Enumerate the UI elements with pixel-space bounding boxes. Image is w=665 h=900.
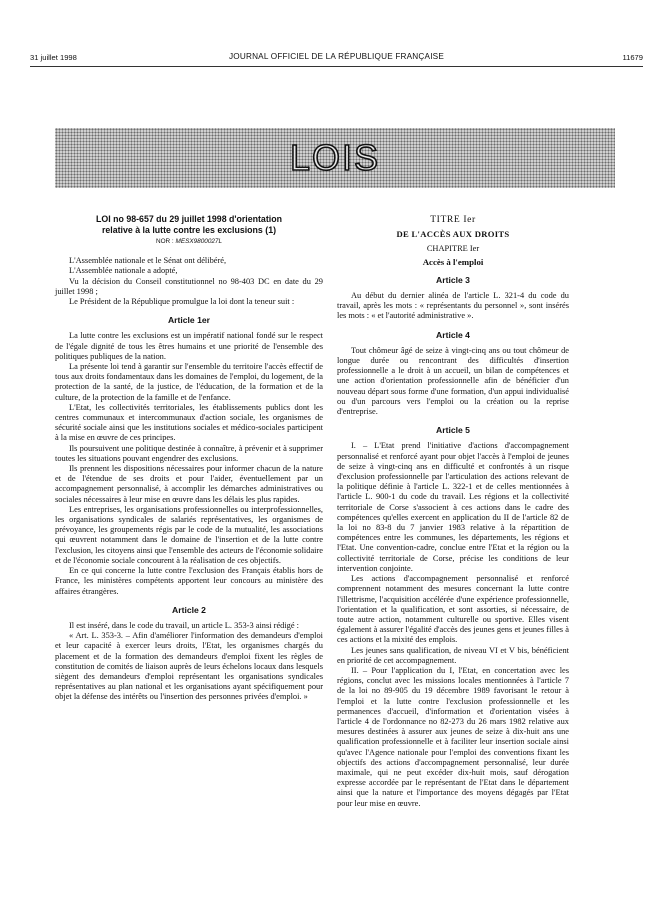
section-banner-label: LOIS	[289, 137, 381, 178]
article-1-paragraph: En ce qui concerne la lutte contre l'exclusion des Français établis hors de France, les ministères compétents apportent leur concours au ministère des affaires étrangères.	[55, 566, 323, 596]
article-5-paragraph: II. – Pour l'application du I, l'Etat, en concertation avec les régions, conclut avec les missions locales mentionnées à l'article 7 de la loi no 89-905 du 19 décembre 1989 favorisant le retour à l'emploi et la lutte contre l'exclusion professionnelle et les permanences d'accueil, d'information et d'orientation visées à l'article 4 de l'ordonnance no 82-273 du 26 mars 1982 relative aux mesures destinées à assurer aux jeunes de seize à dix-huit ans une qualification professionnelle et à faciliter leur insertion sociale ainsi qu'avec l'Agence nationale pour l'emploi des conventions fixant les objectifs des actions d'accompagnement personnalisé, leur durée maximale, qui ne peut excéder dix-huit mois, sauf dérogation expresse accordée par le représentant de l'Etat dans le département ainsi que la nature et l'importance des moyens dégagés par l'Etat pour leur mise en œuvre.	[337, 665, 569, 808]
chapter-heading: CHAPITRE Ier	[426, 244, 480, 254]
preamble-paragraph: Le Président de la République promulgue la loi dont la teneur suit :	[69, 297, 295, 307]
law-title-line-1: LOI no 98-657 du 29 juillet 1998 d'orientation	[96, 214, 282, 224]
article-1-paragraph: La présente loi tend à garantir sur l'ensemble du territoire l'accès effectif de tous aux droits fondamentaux dans les domaines de l'emploi, du logement, de la protection de la santé, de la justice, de l'éducation, de la formation et de la culture, de la protection de la famille et de l'enfance.	[55, 362, 323, 402]
article-1-paragraph: L'Etat, les collectivités territoriales, les établissements publics dont les centres communaux et intercommunaux d'action sociale, les organismes de sécurité sociale ainsi que les institutions sociales et médico-sociales participent à la mise en œuvre de ces principes.	[55, 402, 323, 443]
article-2-heading: Article 2	[172, 604, 206, 615]
article-1-paragraph: Ils prennent les dispositions nécessaires pour informer chacun de la nature et de l'étendue de ses droits et pour l'aider, éventuellement par un accompagnement personnalisé, à accomplir les démarches administratives ou sociales nécessaires à leur mise en œuvre dans les délais les plus rapides.	[55, 464, 323, 504]
article-1-paragraph: Ils poursuivent une politique destinée à connaître, à prévenir et à supprimer toutes les situations pouvant engendrer des exclusions.	[55, 443, 323, 463]
preamble-paragraph: Vu la décision du Conseil constitutionnel no 98-403 DC en date du 29 juillet 1998 ;	[55, 276, 323, 296]
preamble-paragraph: L'Assemblée nationale et le Sénat ont délibéré,	[69, 256, 227, 266]
article-5-paragraph: Les actions d'accompagnement personnalisé et renforcé comprennent notamment des mesures concernant la lutte contre l'illettrisme, l'acquisition accélérée d'une expérience professionnelle, l'orientation et la qualification, et sont assorties, si nécessaire, de toute autre action, notamment culturelle ou sportive. Elles visent également à assurer l'égalité d'accès des jeunes gens et jeunes filles à ces actions et la mixité des emplois.	[337, 574, 569, 645]
law-title	[55, 214, 323, 236]
issue-date: 31 juillet 1998	[30, 53, 77, 62]
article-5-heading: Article 5	[436, 425, 470, 436]
article-3-paragraph: Au début du dernier alinéa de l'article L. 321-4 du code du travail, après les mots : « représentants du personnel », sont insérés les mots : « et l'autorité administrative ».	[337, 291, 569, 321]
nor-code: MESX9800027L	[175, 238, 223, 245]
page-header	[30, 51, 643, 65]
article-3-heading: Article 3	[436, 274, 470, 285]
article-1-heading: Article 1er	[167, 315, 211, 326]
article-1-paragraph: Les entreprises, les organisations professionnelles ou interprofessionnelles, les organisations syndicales de salariés représentatives, les organismes de prévoyance, les groupements régis par le code de la mutualité, les associations qui œuvrent notamment dans le domaine de l'insertion et de la lutte contre l'exclusion, les citoyens ainsi que l'ensemble des acteurs de l'économie solidaire et de l'économie sociale concourent à la réalisation de ces objectifs.	[55, 504, 323, 565]
preamble	[55, 256, 323, 307]
article-4-paragraph: Tout chômeur âgé de seize à vingt-cinq ans ou tout chômeur de longue durée ou rencontrant des difficultés d'insertion professionnelle a le droit à un accueil, un bilan de compétences et une action d'orientation professionnelle afin de bénéficier d'un nouveau départ sous forme d'une formation, d'un appui individualisé ou d'un parcours vers l'emploi ou la création ou la reprise d'entreprise.	[337, 345, 569, 417]
article-1-paragraph: La lutte contre les exclusions est un impératif national fondé sur le respect de l'égale dignité de tous les êtres humains et une priorité de l'ensemble des politiques publiques de la nation.	[55, 331, 323, 361]
titre-subtitle: DE L'ACCÈS AUX DROITS	[396, 229, 510, 240]
nor-reference	[55, 237, 323, 247]
journal-title: JOURNAL OFFICIEL DE LA RÉPUBLIQUE FRANÇAISE	[228, 52, 444, 61]
article-4-heading: Article 4	[436, 329, 470, 340]
article-5-paragraph: Les jeunes sans qualification, de niveau VI et V bis, bénéficient en priorité de cet accompagnement.	[337, 645, 569, 665]
preamble-paragraph: L'Assemblée nationale a adopté,	[69, 266, 178, 276]
law-title-line-2: relative à la lutte contre les exclusions (1)	[101, 225, 277, 235]
page-number: 11679	[622, 53, 643, 62]
titre-heading: TITRE Ier	[430, 214, 476, 225]
chapter-subtitle: Accès à l'emploi	[422, 256, 484, 267]
article-2-paragraph: « Art. L. 353-3. – Afin d'améliorer l'information des demandeurs d'emploi et leur capacité à exercer leurs droits, l'Etat, les organismes chargés du placement et de la formation des demandeurs d'emploi fixent les règles de constitution de comités de liaison auprès de leurs échelons locaux dans lesquels siègent des demandeurs d'emploi représentant les organisations syndicales représentatives au plan national et les organisations ayant spécifiquement pour objet la défense des intérêts ou l'insertion des personnes privées d'emploi. »	[55, 631, 323, 702]
article-5-paragraph: I. – L'Etat prend l'initiative d'actions d'accompagnement personnalisé et renforcé ayant pour objet l'accès à l'emploi de jeunes de seize à vingt-cinq ans en difficulté et confrontés à un risque d'exclusion professionnelle par l'articulation des actions relevant de la politique définie à l'article L. 322-1 et de celles mentionnées à l'article L. 900-1 du code du travail. Les régions et la collectivité territoriale de Corse s'associent à ces actions dans le cadre des compétences qu'elles exercent en application du II de l'article 82 de la loi no 83-8 du 7 janvier 1983 relative à la répartition de compétences entre les communes, les départements, les régions et l'Etat. Une convention-cadre, conclue entre l'Etat et la région ou la collectivité territoriale de Corse, précise les conditions de leur intervention conjointe.	[337, 441, 569, 573]
nor-label: NOR :	[155, 238, 174, 245]
left-column	[55, 214, 323, 703]
right-column	[337, 214, 569, 809]
header-rule	[30, 66, 643, 67]
section-banner	[55, 128, 615, 188]
article-2-paragraph: Il est inséré, dans le code du travail, un article L. 353-3 ainsi rédigé :	[69, 620, 300, 630]
